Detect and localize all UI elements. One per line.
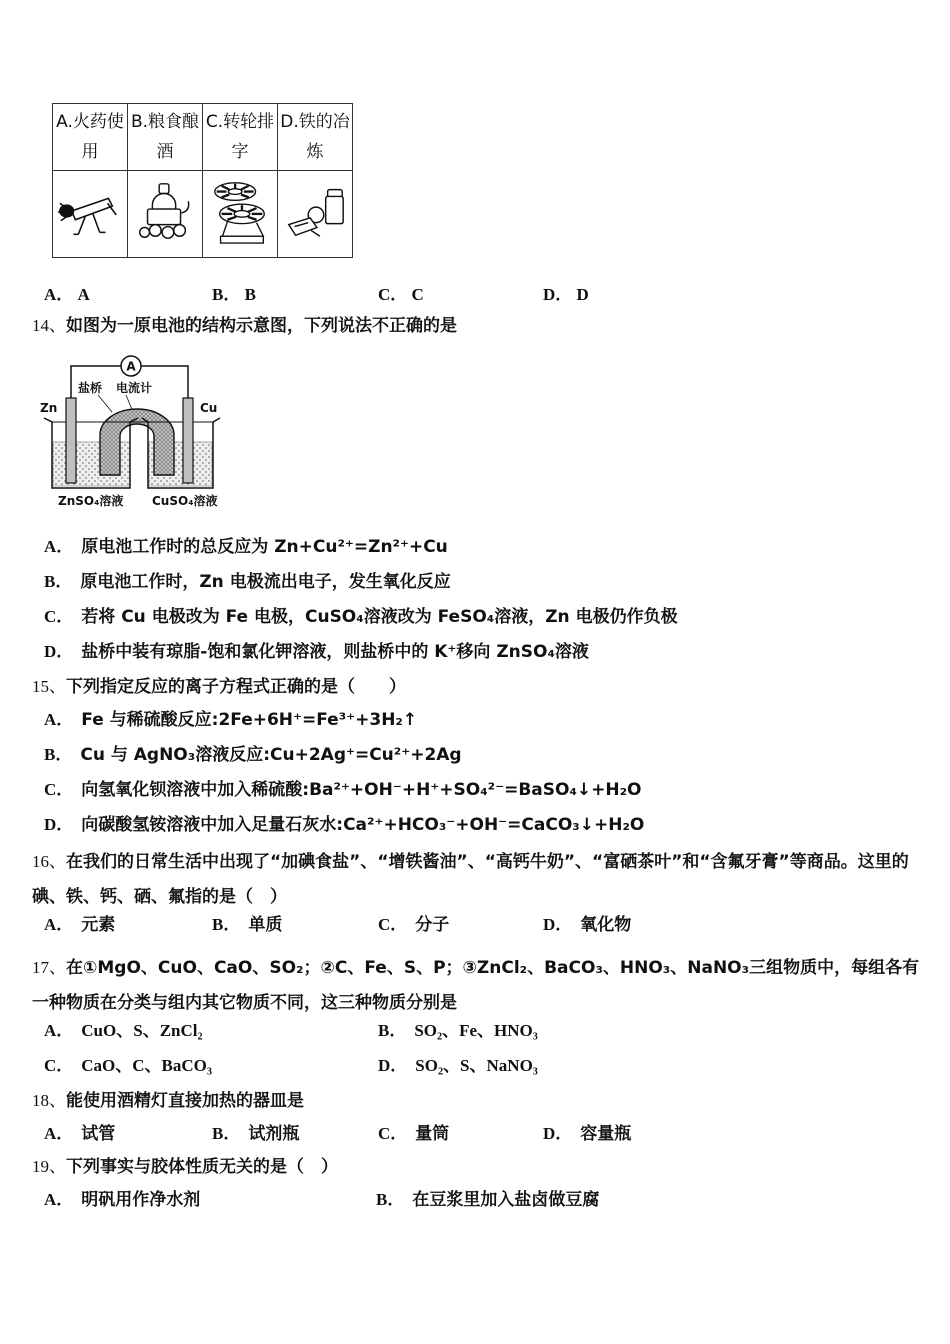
option-14-b: B． 原电池工作时，Zn 电极流出电子，发生氧化反应 [44,572,451,592]
invention-header-d: D.铁的冶炼 [278,104,353,171]
zn-electrode-label: Zn [40,401,58,415]
answer-option-b: B． B [212,285,256,304]
option-14-c: C． 若将 Cu 电极改为 Fe 电极，CuSO₄溶液改为 FeSO₄溶液，Zn 电极仍作负极 [44,607,678,627]
question-18-options [0,1123,950,1147]
zn-electrode [66,398,76,483]
invention-header-b: B.粮食酿酒 [128,104,203,171]
option-15-a: A． Fe 与稀硫酸反应:2Fe+6H⁺=Fe³⁺+3H₂↑ [44,710,418,730]
option-15-c: C． 向氢氧化钡溶液中加入稀硫酸:Ba²⁺+OH⁻+H⁺+SO₄²⁻=BaSO₄↓+H₂O [44,780,642,800]
option-17-d: D． SO₂、S、NaNO₃ [378,1056,538,1075]
galvanic-cell-diagram [30,350,230,510]
invention-header-c: C.转轮排字 [203,104,278,171]
option-17-c: C． CaO、C、BaCO₃ [44,1056,212,1075]
answer-option-a: A． A [44,285,90,304]
invention-cell-d [278,171,353,258]
question-18-stem: 18、能使用酒精灯直接加热的器皿是 [32,1091,304,1111]
invention-cell-a [53,171,128,258]
invention-table [52,103,353,258]
cuso4-label: CuSO₄溶液 [152,494,218,508]
question-17-options-row2 [0,1055,950,1079]
option-16-d: D． 氧化物 [543,915,632,935]
option-18-b: B． 试剂瓶 [212,1124,300,1144]
option-18-d: D． 容量瓶 [543,1124,632,1144]
option-14-d: D． 盐桥中装有琼脂-饱和氯化钾溶液，则盐桥中的 K⁺移向 ZnSO₄溶液 [44,642,589,662]
salt-bridge-label: 盐桥 [78,381,103,395]
option-19-b: B． 在豆浆里加入盐卤做豆腐 [376,1190,600,1210]
gunpowder-use-icon [56,171,124,251]
invention-cell-c [203,171,278,258]
cu-electrode-label: Cu [200,401,218,415]
option-17-a: A． CuO、S、ZnCl₂ [44,1021,203,1040]
answer-option-d: D． D [543,285,589,304]
invention-table-image-row [53,171,353,258]
question-15-stem: 15、下列指定反应的离子方程式正确的是（ ） [32,677,406,697]
iron-smelting-icon [281,171,349,251]
znso4-label: ZnSO₄溶液 [58,494,124,508]
galvanometer-label: 电流计 [116,381,153,395]
question-16-options [0,914,950,938]
question-19-options [0,1189,950,1213]
invention-cell-b [128,171,203,258]
answer-option-c: C． C [378,285,424,304]
option-19-a: A． 明矾用作净水剂 [44,1190,201,1210]
option-15-b: B． Cu 与 AgNO₃溶液反应:Cu+2Ag⁺=Cu²⁺+2Ag [44,745,462,765]
label-pointer-line [98,395,112,412]
option-17-b: B． SO₂、Fe、HNO₃ [378,1021,538,1040]
option-14-a: A． 原电池工作时的总反应为 Zn+Cu²⁺=Zn²⁺+Cu [44,537,448,557]
invention-table-header-row [53,104,353,171]
option-16-c: C． 分子 [378,915,450,935]
option-15-d: D． 向碳酸氢铵溶液中加入足量石灰水:Ca²⁺+HCO₃⁻+OH⁻=CaCO₃↓+H₂O [44,815,645,835]
answer-row [0,284,950,308]
wine-brewing-icon [131,171,199,251]
question-14-stem: 14、如图为一原电池的结构示意图，下列说法不正确的是 [32,316,457,336]
invention-header-a: A.火药使用 [53,104,128,171]
question-16-stem: 16、在我们的日常生活中出现了“加碘食盐”、“增铁酱油”、“高钙牛奶”、“富硒茶叶”和“含氟牙膏”等商品。这里的碘、铁、钙、硒、氟指的是（ ） [32,852,909,907]
question-17-stem: 17、在①MgO、CuO、CaO、SO₂；②C、Fe、S、P；③ZnCl₂、BaCO₃、HNO₃、NaNO₃三组物质中，每组各有一种物质在分类与组内其它物质不同，这三种物质分别是 [32,958,920,1013]
option-16-a: A． 元素 [44,915,116,935]
option-18-a: A． 试管 [44,1124,116,1144]
option-16-b: B． 单质 [212,915,283,935]
option-18-c: C． 量筒 [378,1124,450,1144]
ammeter-letter: A [126,359,136,374]
typesetting-wheels-icon [206,171,274,251]
cu-electrode [183,398,193,483]
question-19-stem: 19、下列事实与胶体性质无关的是（ ） [32,1157,338,1177]
question-17-options-row1 [0,1020,950,1044]
